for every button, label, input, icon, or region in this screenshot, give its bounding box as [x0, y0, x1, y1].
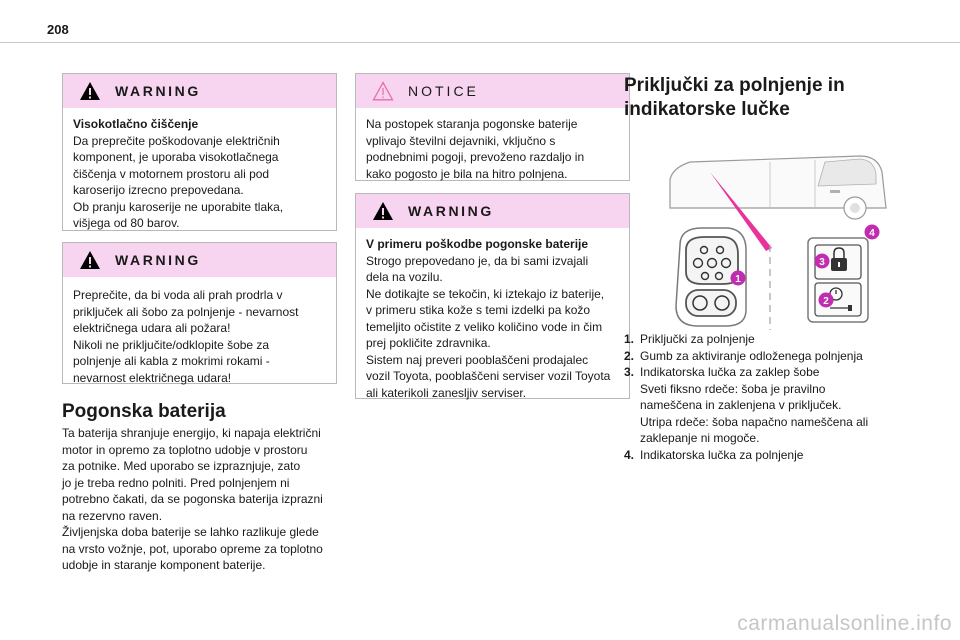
callout-3 [815, 254, 830, 269]
text-line: Indikatorska lučka za polnjenje [640, 447, 804, 462]
warning-box-title: WARNING [408, 203, 494, 219]
callout-label: 3 [819, 257, 825, 268]
warning-box-header [63, 74, 336, 108]
notice-box-title: NOTICE [408, 83, 479, 99]
text-line: potrebno čakati, da se pogonska baterija izprazni [62, 492, 323, 506]
notice-box-battery-aging [355, 73, 630, 181]
text-line: udobje in staranje komponent baterije. [62, 558, 266, 572]
page-number: 208 [47, 22, 69, 37]
callout-4 [865, 225, 880, 240]
section-title-traction-battery: Pogonska baterija [62, 401, 226, 422]
text-line: Strogo prepovedano je, da bi sami izvajali [366, 253, 589, 268]
warning-box-title: WARNING [115, 83, 201, 99]
text-line: Ne dotikajte se tekočin, ki iztekajo iz baterije, [366, 286, 605, 301]
warning-box-body [63, 108, 336, 240]
notice-box-header [356, 74, 629, 108]
warning-box-subtitle: Visokotlačno čiščenje [73, 117, 199, 131]
warning-triangle-icon [79, 250, 101, 270]
text-line: ali katerikoli zanesljiv serviser. [366, 385, 527, 400]
warning-box-header [356, 194, 629, 228]
legend-number: 4. [624, 447, 635, 462]
callout-label: 4 [869, 228, 875, 239]
text-line: nevarnost električnega udara! [73, 370, 232, 385]
warning-box-body [356, 228, 629, 409]
legend-number: 2. [624, 348, 635, 363]
text-line: Življenjska doba baterije se lahko razlikuje glede [62, 525, 319, 539]
section-body-traction-battery [62, 425, 347, 574]
legend-number: 1. [624, 332, 635, 346]
title-line: indikatorske lučke [624, 99, 790, 120]
text-line: motor in opremo za toplotno udobje v prostoru [62, 442, 308, 457]
text-line: kako pogosto je bila na hitro polnjena. [366, 166, 568, 181]
legend-text [640, 447, 924, 464]
text-line: Nikoli ne priključite/odklopite šobe za [73, 337, 270, 352]
warning-box-water-dust [62, 242, 337, 384]
notice-box-body [356, 108, 629, 190]
text-line: Indikatorska lučka za zaklep šobe [640, 365, 820, 379]
warning-box-subtitle: V primeru poškodbe pogonske baterije [366, 237, 589, 251]
text-line: Na postopek staranja pogonske baterije [366, 117, 578, 131]
callout-1 [731, 271, 746, 286]
text-line: vozil Toyota, pooblaščeni serviser vozil Toyota [366, 369, 611, 383]
warning-box-header [63, 243, 336, 277]
warning-triangle-icon [79, 81, 101, 101]
legend-item [624, 348, 924, 365]
text-line: prej pokličite zdravnika. [366, 336, 491, 350]
text-line: temeljito očistite z veliko količino vode in čim [366, 319, 603, 334]
text-line: Gumb za aktiviranje odloženega polnjenja [640, 348, 863, 363]
text-line: višjega od 80 barov. [73, 216, 180, 230]
legend-item [624, 447, 924, 464]
van-icon [670, 156, 886, 219]
watermark: carmanualsonline.info [737, 612, 952, 635]
text-line: na rezervno raven. [62, 508, 163, 523]
text-line: Sistem naj preveri pooblaščeni prodajalec [366, 352, 589, 367]
text-line: jo je treba redno polniti. Pred polnjenjem ni [62, 475, 290, 490]
text-line: Sveti fiksno rdeče: šoba je pravilno [640, 381, 826, 396]
legend-text [640, 331, 924, 348]
warning-box-high-pressure [62, 73, 337, 231]
text-line: na vrsto vožnje, pot, uporabo opreme za toplotno [62, 541, 323, 556]
legend-text [640, 364, 924, 447]
text-line: za potnike. Med uporabo se izpraznjuje, zato [62, 459, 301, 473]
indicator-panel [808, 238, 868, 322]
text-line: Ta baterija shranjuje energijo, ki napaja električni [62, 426, 321, 440]
text-line: karoserijo izrecno prepovedana. [73, 183, 244, 197]
legend-number: 3. [624, 365, 635, 379]
text-line: polnjenje ali kabla z mokrimi rokami - [73, 354, 270, 368]
text-line: električnega udara ali požara! [73, 321, 231, 335]
section-title-charging-ports [624, 74, 924, 122]
text-line: Da preprečite poškodovanje električnih [73, 133, 280, 148]
warning-box-battery-damage [355, 193, 630, 399]
figure-legend [624, 331, 924, 463]
warning-box-body [63, 277, 336, 394]
legend-item [624, 364, 924, 447]
text-line: Priključki za polnjenje [640, 332, 755, 346]
text-line: zaklepanje ni mogoče. [640, 431, 760, 445]
text-line: priključek ali šobo za polnjenje - nevarnost [73, 304, 299, 319]
callout-label: 1 [735, 274, 741, 285]
legend-item [624, 331, 924, 348]
charging-port-illustration [650, 150, 890, 335]
text-line: Utripa rdeče: šoba napačno nameščena ali [640, 414, 869, 429]
text-line: podnebnimi pogoji, prevoženo razdaljo in [366, 150, 585, 164]
text-line: nameščena in zaklenjena v priključek. [640, 398, 842, 412]
text-line: Ob pranju karoserije ne uporabite tlaka, [73, 199, 284, 214]
header-divider [0, 42, 960, 43]
text-line: dela na vozilu. [366, 270, 443, 284]
callout-2 [819, 293, 834, 308]
warning-box-title: WARNING [115, 252, 201, 268]
title-line: Priključki za polnjenje in [624, 75, 845, 96]
text-line: v primeru stika kože s temi izdelki pa kožo [366, 303, 591, 317]
legend-text [640, 348, 924, 365]
text-line: komponent, je uporaba visokotlačnega [73, 150, 279, 164]
notice-triangle-icon [372, 81, 394, 101]
warning-triangle-icon [372, 201, 394, 221]
text-line: Preprečite, da bi voda ali prah prodrla v [73, 288, 283, 302]
text-line: čiščenja v motornem prostoru ali pod [73, 166, 270, 181]
callout-label: 2 [823, 296, 829, 307]
text-line: vplivajo številni dejavniki, vključno s [366, 133, 556, 148]
